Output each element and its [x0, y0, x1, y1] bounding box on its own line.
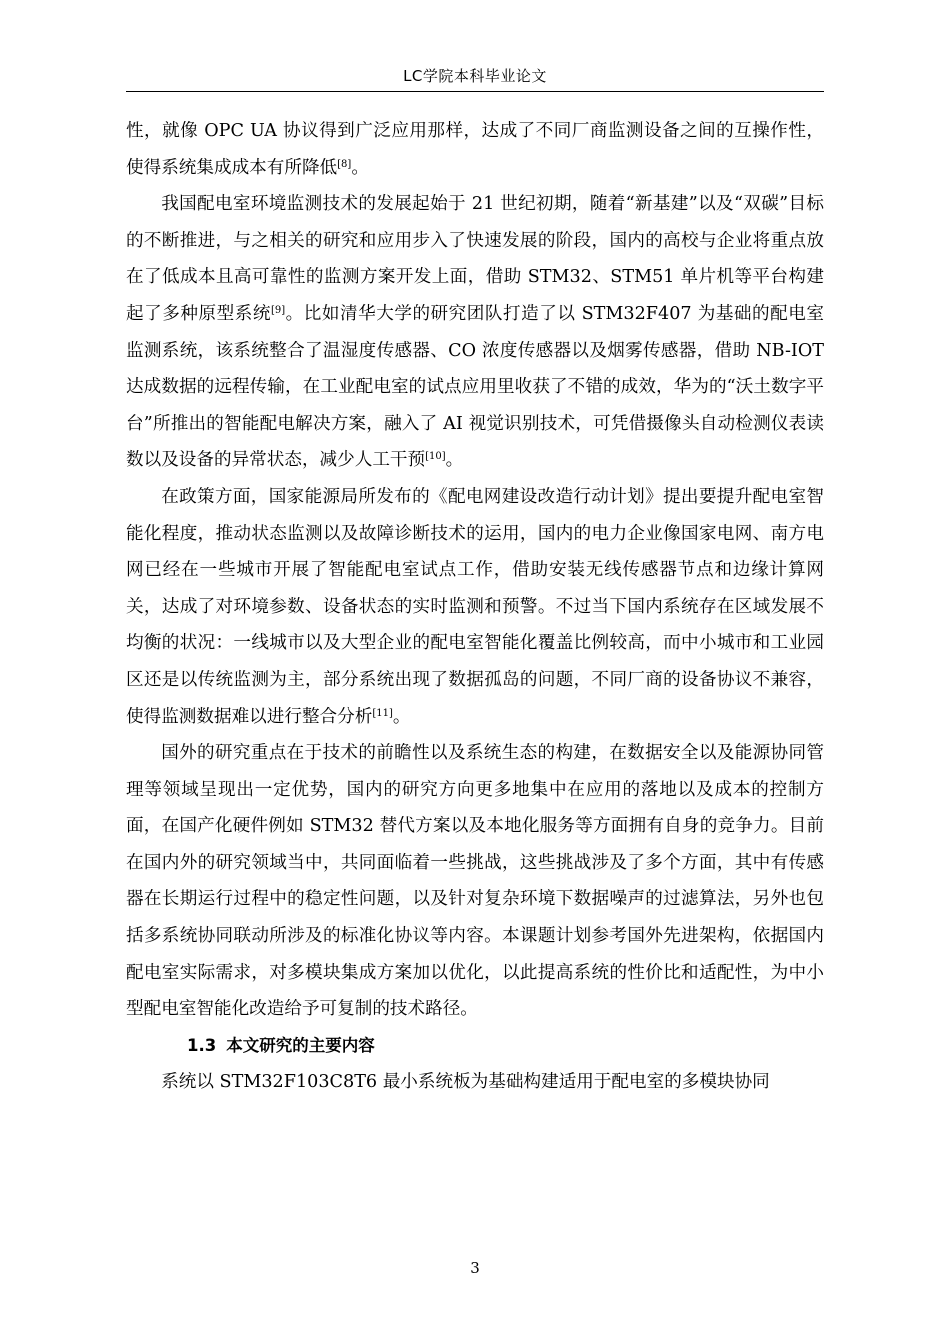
- paragraph-tail: 。: [351, 157, 369, 178]
- paragraph-domestic-development: [126, 186, 824, 479]
- paragraph-foreign-research: [126, 735, 824, 1028]
- page-number: 3: [470, 1259, 480, 1277]
- citation-ref: [11]: [372, 707, 393, 719]
- paragraph-text: 在政策方面，国家能源局所发布的《配电网建设改造行动计划》提出要提升配电室智能化程度，推动状态监测以及故障诊断技术的运用，国内的电力企业像国家电网、南方电网已经在一些城市开展了智能配电室试点工作，借助安装无线传感器节点和边缘计算网关，达成了对环境参数、设备状态的实时监测和预警。不过当下国内系统存在区域发展不均衡的状况：一线城市以及大型企业的配电室智能化覆盖比例较高，而中小城市和工业园区还是以传统监测为主，部分系统出现了数据孤岛的问题，不同厂商的设备协议不兼容，使得监测数据难以进行整合分析: [126, 486, 824, 727]
- citation-ref: [9]: [270, 304, 286, 316]
- paragraph-text: 。比如清华大学的研究团队打造了以 STM32F407 为基础的配电室监测系统，该系统整合了温湿度传感器、CO 浓度传感器以及烟雾传感器，借助 NB-IOT 达成数据的远程传输，在工业配电室的试点应用里收获了不错的成效，华为的“沃土数字平台”所推出的智能配电解决方案，融入了 AI 视觉识别技术，可凭借摄像头自动检测仪表读数以及设备的异常状态，减少人工干预: [126, 303, 824, 471]
- paragraph-text: 性，就像 OPC UA 协议得到广泛应用那样，达成了不同厂商监测设备之间的互操作性，使得系统集成成本有所降低: [126, 121, 824, 178]
- paragraph-tail: 。: [392, 706, 411, 727]
- citation-ref: [10]: [425, 451, 446, 463]
- section-title: 本文研究的主要内容: [226, 1035, 375, 1055]
- running-header: LC学院本科毕业论文: [403, 67, 547, 85]
- paragraph-main-content: [126, 1064, 824, 1101]
- paragraph-tail: 。: [445, 450, 464, 471]
- paragraph-text: 国外的研究重点在于技术的前瞻性以及系统生态的构建，在数据安全以及能源协同管理等领域呈现出一定优势，国内的研究方向更多地集中在应用的落地以及成本的控制方面，在国产化硬件例如 STM32 替代方案以及本地化服务等方面拥有自身的竞争力。目前在国内外的研究领域当中，共同面临着一些挑战，这些挑战涉及了多个方面，其中有传感器在长期运行过程中的稳定性问题，以及针对复杂环境下数据噪声的过滤算法，另外也包括多系统协同联动所涉及的标准化协议等内容。本课题计划参考国外先进架构，依据国内配电室实际需求，对多模块集成方案加以优化，以此提高系统的性价比和适配性，为中小型配电室智能化改造给予可复制的技术路径。: [126, 743, 824, 1020]
- section-heading: [126, 1028, 824, 1065]
- citation-ref: [8]: [337, 158, 352, 170]
- paragraph-continued: [126, 113, 824, 186]
- body-text: [126, 113, 824, 1101]
- paragraph-text: 我国配电室环境监测技术的发展起始于 21 世纪初期，随着“新基建”以及“双碳”目标的不断推进，与之相关的研究和应用步入了快速发展的阶段，国内的高校与企业将重点放在了低成本且高可靠性的监测方案开发上面，借助 STM32、STM51 单片机等平台构建起了多种原型系统: [126, 194, 824, 324]
- paragraph-text: 系统以 STM32F103C8T6 最小系统板为基础构建适用于配电室的多模块协同: [161, 1072, 770, 1093]
- section-number: 1.3: [187, 1035, 217, 1055]
- paragraph-policy: [126, 479, 824, 735]
- header-rule: [126, 91, 824, 92]
